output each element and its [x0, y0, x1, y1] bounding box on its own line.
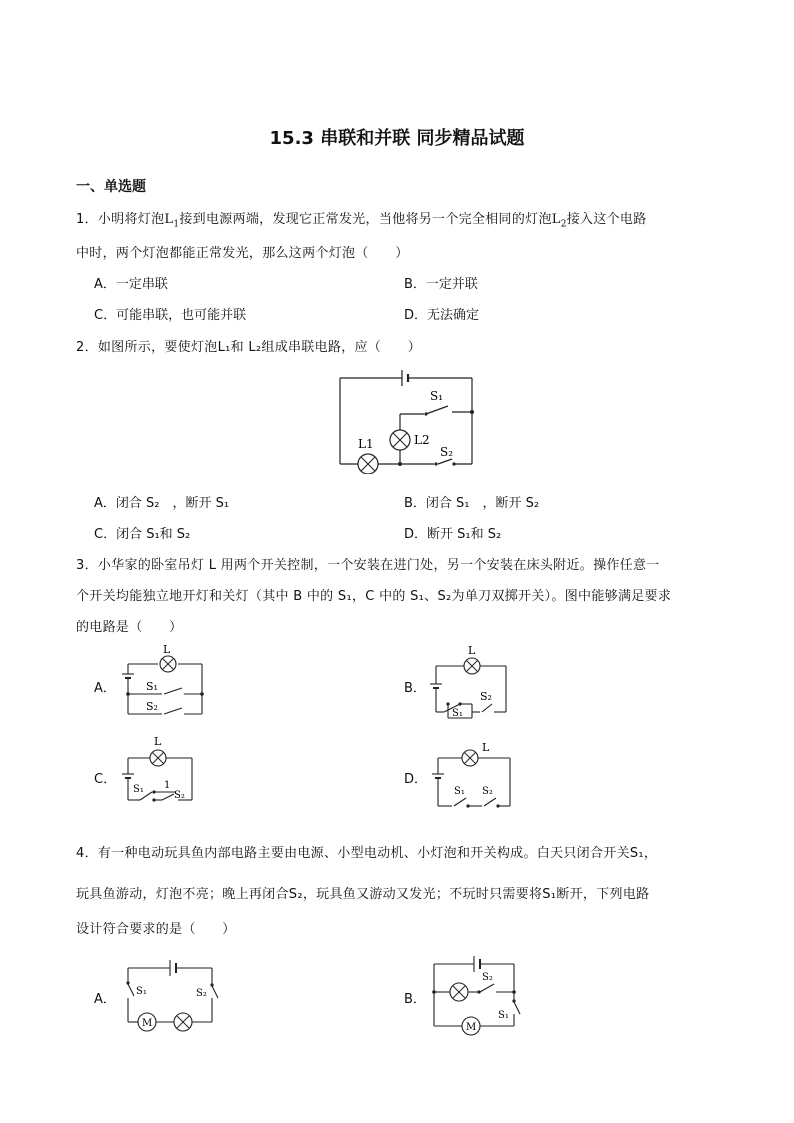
q1-option-c[interactable]: C．可能串联，也可能并联	[94, 308, 247, 323]
section-heading: 一、单选题	[76, 179, 146, 195]
q4-option-a-label[interactable]: A．	[94, 992, 116, 1007]
q1-lamp-l1-sub: 1	[173, 219, 180, 230]
q3-circuit-c	[118, 734, 198, 808]
q4-circuit-b	[426, 948, 526, 1042]
q1-lamp-l1-letter: L	[164, 212, 174, 227]
q2-lamp-l1-icon	[358, 454, 378, 474]
q4-circuit-a	[118, 952, 220, 1032]
q4a-motor-label: M	[142, 1018, 153, 1029]
q1-stem-line2: 中时，两个灯泡都能正常发光，那么这两个灯泡（ ）	[76, 246, 409, 261]
q4b-label-s2: S₂	[482, 972, 493, 983]
q4b-label-s1: S₁	[498, 1010, 509, 1021]
q3d-label-l: L	[482, 741, 490, 754]
q4a-motor-icon	[138, 1013, 156, 1031]
q3b-label-s1: S₁	[452, 708, 463, 719]
q3d-label-s1: S₁	[454, 786, 465, 797]
q3-stem-line1: 3．小华家的卧室吊灯 L 用两个开关控制，一个安装在进门处，另一个安装在床头附近。操作任意一	[76, 558, 660, 573]
q2-option-b[interactable]: B．闭合 S₁ ，断开 S₂	[404, 496, 540, 511]
q3-stem-line2: 个开关均能独立地开灯和关灯（其中 B 中的 S₁，C 中的 S₁、S₂为单刀双掷开关）。图中能够满足要求	[76, 589, 672, 604]
q4a-label-s2: S₂	[196, 988, 207, 999]
q3-stem-line3: 的电路是（ ）	[76, 620, 183, 635]
q1-stem-line1	[76, 208, 647, 230]
q3a-label-s2: S₂	[146, 700, 158, 713]
q1-lamp-l2	[551, 212, 567, 230]
q3c-label-s2: S₂	[174, 790, 185, 801]
q4b-lamp-icon	[450, 983, 468, 1001]
q3c-lamp-icon	[150, 750, 166, 766]
q3-option-a-label[interactable]: A．	[94, 681, 116, 696]
q3b-label-s2: S₂	[480, 690, 492, 703]
q1-option-d[interactable]: D．无法确定	[404, 308, 480, 323]
q4-stem-line3: 设计符合要求的是（ ）	[76, 922, 236, 937]
q3b-lamp-icon	[464, 658, 480, 674]
q2-circuit-diagram	[330, 366, 480, 474]
q2-stem: 2．如图所示，要使灯泡L₁和 L₂组成串联电路，应（ ）	[76, 340, 422, 355]
q3-option-b-label[interactable]: B．	[404, 681, 426, 696]
q2-lamp-l2-icon	[390, 430, 410, 450]
q3c-label-s1: S₁	[133, 784, 144, 795]
q4b-motor-label: M	[466, 1022, 477, 1033]
q1-option-a[interactable]: A．一定串联	[94, 277, 168, 292]
q4-stem-line2: 玩具鱼游动，灯泡不亮；晚上再闭合S₂，玩具鱼又游动又发光；不玩时只需要将S₁断开，下列电路	[76, 887, 650, 902]
q3a-label-l: L	[163, 644, 171, 656]
q2-label-s2: S₂	[440, 445, 454, 459]
q3a-label-s1: S₁	[146, 680, 158, 693]
q4-option-b-label[interactable]: B．	[404, 992, 426, 1007]
q1-lamp-l1	[164, 212, 180, 230]
q3-circuit-a	[118, 644, 210, 718]
q2-option-c[interactable]: C．闭合 S₁和 S₂	[94, 527, 191, 542]
q4b-motor-icon	[462, 1017, 480, 1035]
q3d-label-s2: S₂	[482, 786, 493, 797]
q4a-lamp-icon	[174, 1013, 192, 1031]
q1-text-a: 1．小明将灯泡	[76, 212, 165, 227]
q3-option-c-label[interactable]: C．	[94, 772, 117, 787]
q3-circuit-d	[426, 734, 516, 810]
q3c-label-l: L	[154, 735, 162, 748]
q3d-lamp-icon	[462, 750, 478, 766]
q1-lamp-l2-letter: L	[551, 212, 561, 227]
q2-label-l1: L1	[358, 437, 374, 451]
q1-lamp-l2-sub: 2	[560, 219, 567, 230]
q2-option-a[interactable]: A．闭合 S₂ ，断开 S₁	[94, 496, 230, 511]
page-title: 15.3 串联和并联 同步精品试题	[269, 128, 525, 149]
q3a-lamp-icon	[160, 656, 176, 672]
q2-label-l2: L2	[414, 433, 430, 447]
q1-option-b[interactable]: B．一定并联	[404, 277, 478, 292]
q2-option-d[interactable]: D．断开 S₁和 S₂	[404, 527, 502, 542]
q1-text-c: 接入这个电路	[566, 212, 647, 227]
q2-label-s1: S₁	[430, 389, 444, 403]
q4-stem-line1: 4．有一种电动玩具鱼内部电路主要由电源、小型电动机、小灯泡和开关构成。白天只闭合开关S₁，	[76, 846, 658, 861]
q4a-label-s1: S₁	[136, 986, 147, 997]
q3-option-d-label[interactable]: D．	[404, 772, 428, 787]
q1-text-b: 接到电源两端，发现它正常发光，当他将另一个完全相同的灯泡	[179, 212, 552, 227]
q3b-label-l: L	[468, 644, 476, 657]
q3c-label-one: 1	[164, 780, 171, 791]
q3-circuit-b	[426, 644, 512, 722]
